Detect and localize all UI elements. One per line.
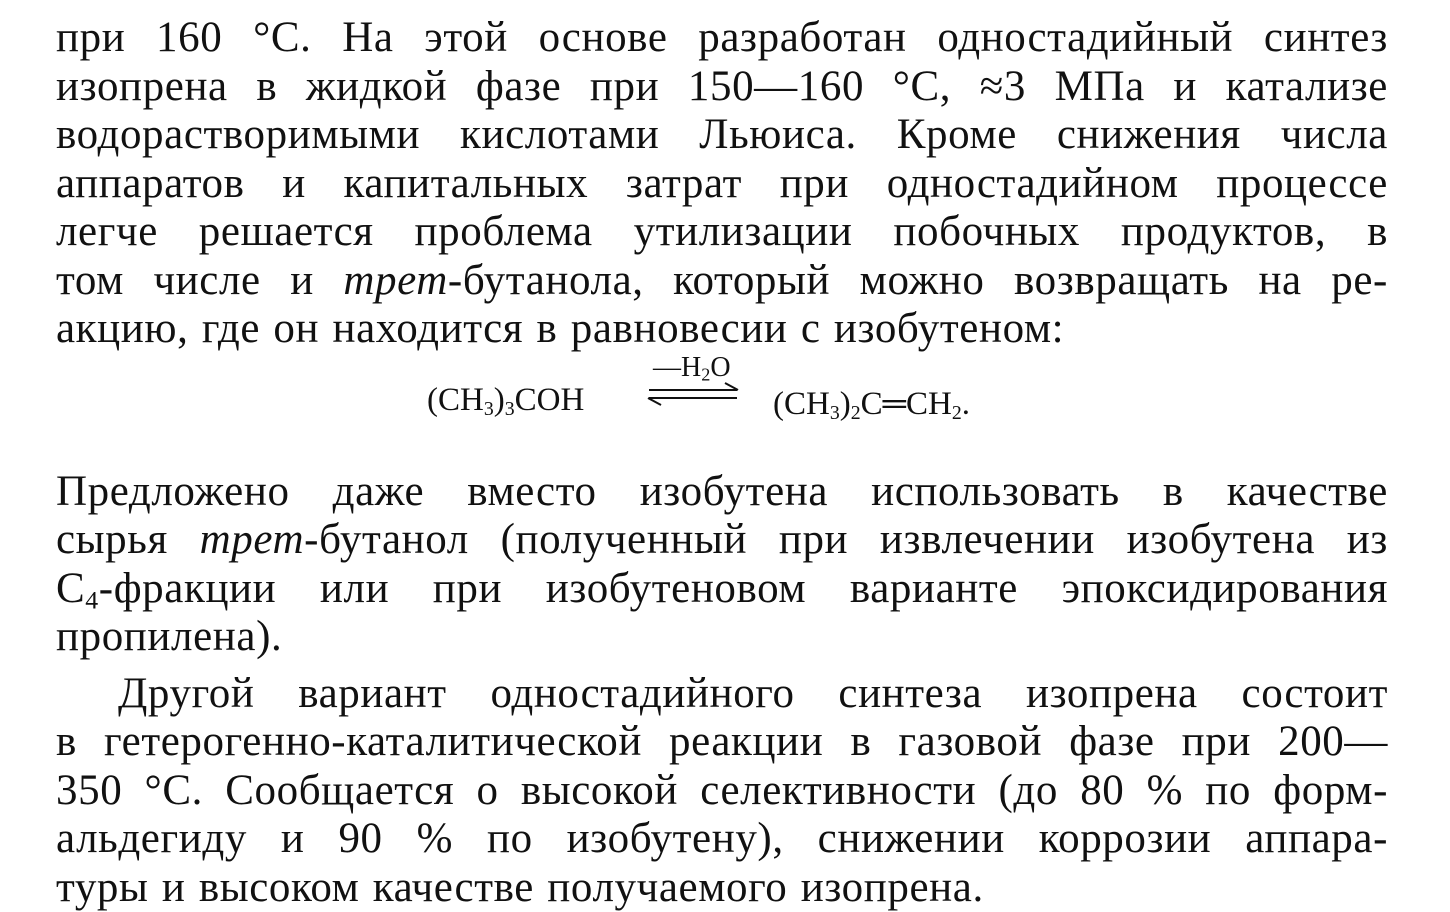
- subscript: 2: [701, 364, 710, 384]
- formula-part: COH: [515, 382, 585, 418]
- text-line: Другой вариант одностадийного синтеза изопрена состоит: [56, 670, 1388, 719]
- text-segment: том числе и: [56, 257, 343, 304]
- paragraph-3: [56, 670, 1388, 912]
- equation-product: [773, 386, 970, 423]
- formula-part: (CH: [427, 382, 484, 418]
- text-segment: -фракции или при изобутеновом варианте эпоксидирования: [99, 565, 1388, 612]
- text-line: аппаратов и капитальных затрат при одностадийном процессе: [56, 160, 1388, 209]
- text-segment: сырья: [56, 516, 200, 563]
- formula-part: ): [840, 386, 851, 422]
- text-line: Предложено даже вместо изобутена использовать в качестве: [56, 468, 1388, 517]
- subscript: 3: [484, 397, 494, 419]
- text-line: альдегиду и 90 % по изобутену), снижении коррозии аппара-: [56, 815, 1388, 864]
- text-line: акцию, где он находится в равновесии с изобутеном:: [56, 305, 1388, 354]
- subscript: 2: [851, 401, 861, 423]
- text-segment: C: [56, 565, 85, 612]
- text-line: изопрена в жидкой фазе при 150—160 °C, ≈3 МПа и катализе: [56, 63, 1388, 112]
- formula-part: (CH: [773, 386, 830, 422]
- equilibrium-arrow-icon: [643, 370, 743, 418]
- text-line: туры и высоком качестве получаемого изопрена.: [56, 864, 1388, 912]
- formula-part: O: [710, 352, 730, 383]
- text-segment: -бутанол (полученный при извлечении изобутена из: [304, 516, 1388, 563]
- chemical-equation: [56, 360, 1388, 464]
- text-line: пропилена).: [56, 613, 1388, 662]
- text-line: [56, 565, 1388, 614]
- formula-part: —H: [653, 352, 701, 383]
- text-line: 350 °C. Сообщается о высокой селективности (до 80 % по форм-: [56, 767, 1388, 816]
- formula-part: .: [962, 386, 970, 422]
- text-line: легче решается проблема утилизации побочных продуктов, в: [56, 208, 1388, 257]
- text-line: при 160 °C. На этой основе разработан одностадийный синтез: [56, 14, 1388, 63]
- formula-part: ): [494, 382, 505, 418]
- paragraph-1: [56, 14, 1388, 354]
- subscript: 4: [85, 585, 99, 614]
- text-line: в гетерогенно-каталитической реакции в газовой фазе при 200—: [56, 718, 1388, 767]
- subscript: 3: [830, 401, 840, 423]
- equation-reactant: [427, 382, 584, 419]
- italic-term: трет: [343, 257, 448, 304]
- subscript: 2: [952, 401, 962, 423]
- text-line: [56, 516, 1388, 565]
- subscript: 3: [505, 397, 515, 419]
- text-line: водорастворимыми кислотами Льюиса. Кроме снижения числа: [56, 111, 1388, 160]
- paragraph-2: [56, 468, 1388, 662]
- text-line: [56, 257, 1388, 306]
- italic-term: трет: [200, 516, 305, 563]
- formula-part: C═CH: [861, 386, 952, 422]
- text-segment: -бутанола, который можно возвращать на ре-: [448, 257, 1388, 304]
